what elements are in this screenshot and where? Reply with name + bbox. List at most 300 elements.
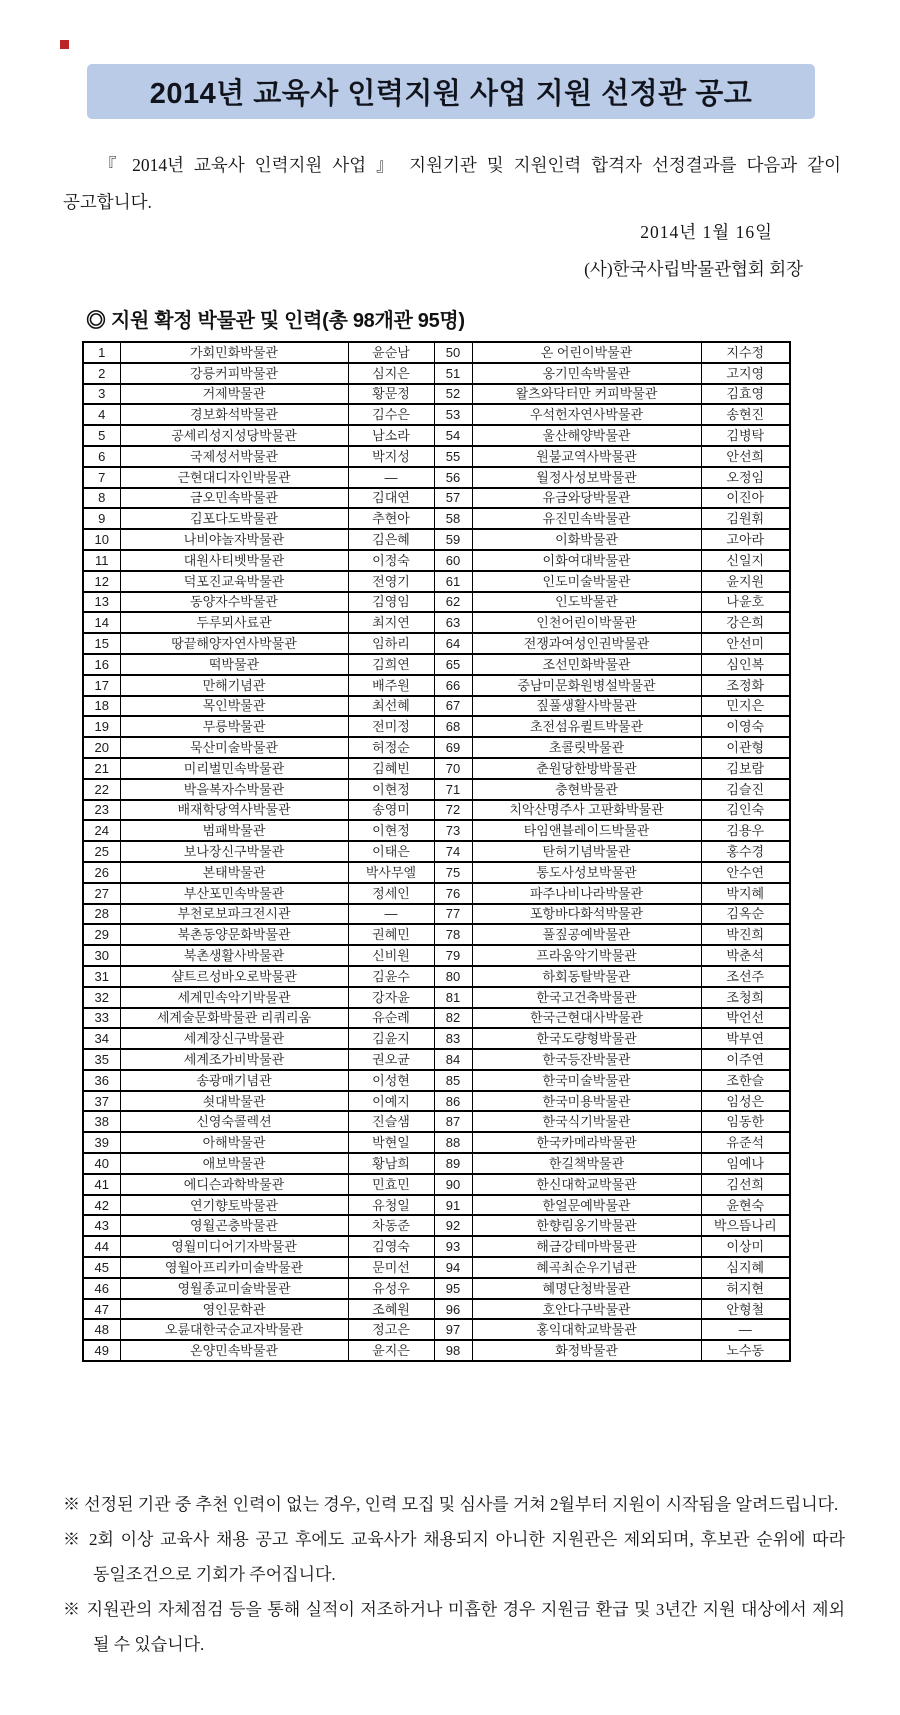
row-number: 27 — [83, 883, 120, 904]
person-name: 나윤호 — [701, 592, 790, 613]
table-row — [83, 675, 790, 696]
museum-name: 보나장신구박물관 — [120, 841, 348, 862]
person-name: 임하리 — [348, 633, 434, 654]
person-name: 진슬샘 — [348, 1111, 434, 1132]
table-row — [83, 342, 790, 363]
person-name: 조정화 — [701, 675, 790, 696]
museum-name: 포항바다화석박물관 — [472, 904, 701, 925]
row-number: 63 — [434, 612, 472, 633]
museum-name: 우석헌자연사박물관 — [472, 404, 701, 425]
person-name: 조한슬 — [701, 1070, 790, 1091]
table-row — [83, 862, 790, 883]
row-number: 9 — [83, 508, 120, 529]
person-name: 황남희 — [348, 1153, 434, 1174]
museum-name: 충현박물관 — [472, 779, 701, 800]
table-row — [83, 1195, 790, 1216]
museum-name: 울산해양박물관 — [472, 425, 701, 446]
row-number: 23 — [83, 800, 120, 821]
table-row — [83, 384, 790, 405]
museum-name: 북촌생활사박물관 — [120, 945, 348, 966]
date-line: 2014년 1월 16일 — [640, 222, 773, 242]
person-name: 고아라 — [701, 529, 790, 550]
table-row — [83, 1070, 790, 1091]
section-heading: ◎ 지원 확정 박물관 및 인력(총 98개관 95명) — [86, 310, 465, 332]
row-number: 50 — [434, 342, 472, 363]
museum-name: 유진민속박물관 — [472, 508, 701, 529]
table-row — [83, 800, 790, 821]
person-name: 조혜원 — [348, 1299, 434, 1320]
person-name: 김옥순 — [701, 904, 790, 925]
row-number: 87 — [434, 1111, 472, 1132]
row-number: 35 — [83, 1049, 120, 1070]
museum-name: 박을복자수박물관 — [120, 779, 348, 800]
row-number: 72 — [434, 800, 472, 821]
museum-name: 이화여대박물관 — [472, 550, 701, 571]
person-name: 김영숙 — [348, 1236, 434, 1257]
row-number: 66 — [434, 675, 472, 696]
note-item: ※ 2회 이상 교육사 채용 공고 후에도 교육사가 채용되지 아니한 지원관은 제외되며, 후보관 순위에 따라 동일조건으로 기회가 주어집니다. — [63, 1530, 845, 1584]
row-number: 71 — [434, 779, 472, 800]
museum-name: 한국고건축박물관 — [472, 987, 701, 1008]
museum-name: 인천어린이박물관 — [472, 612, 701, 633]
row-number: 58 — [434, 508, 472, 529]
person-name: 이영숙 — [701, 716, 790, 737]
museum-name: 연기향토박물관 — [120, 1195, 348, 1216]
museum-name: 국제성서박물관 — [120, 446, 348, 467]
table-row — [83, 1236, 790, 1257]
row-number: 26 — [83, 862, 120, 883]
title-banner — [87, 64, 815, 119]
museum-name: 한국도량형박물관 — [472, 1028, 701, 1049]
row-number: 36 — [83, 1070, 120, 1091]
museum-name: 경보화석박물관 — [120, 404, 348, 425]
row-number: 32 — [83, 987, 120, 1008]
museum-name: 중남미문화원병설박물관 — [472, 675, 701, 696]
person-name: 신비원 — [348, 945, 434, 966]
row-number: 5 — [83, 425, 120, 446]
person-name: 이진아 — [701, 488, 790, 509]
row-number: 42 — [83, 1195, 120, 1216]
table-row — [83, 363, 790, 384]
museum-name: 강릉커피박물관 — [120, 363, 348, 384]
row-number: 83 — [434, 1028, 472, 1049]
row-number: 69 — [434, 737, 472, 758]
person-name: 김수은 — [348, 404, 434, 425]
person-name: 최선혜 — [348, 696, 434, 717]
person-name: 심인복 — [701, 654, 790, 675]
person-name: 배주원 — [348, 675, 434, 696]
museum-name: 미리벌민속박물관 — [120, 758, 348, 779]
museum-name: 세계술문화박물관 리쿼리움 — [120, 1008, 348, 1029]
person-name: 박진희 — [701, 924, 790, 945]
person-name: 이현정 — [348, 820, 434, 841]
row-number: 22 — [83, 779, 120, 800]
museum-name: 신영숙콜렉션 — [120, 1111, 348, 1132]
row-number: 19 — [83, 716, 120, 737]
person-name: 허정순 — [348, 737, 434, 758]
museum-name: 만해기념관 — [120, 675, 348, 696]
museum-table-body — [83, 342, 790, 1361]
row-number: 45 — [83, 1257, 120, 1278]
table-row — [83, 904, 790, 925]
person-name: 유순례 — [348, 1008, 434, 1029]
row-number: 65 — [434, 654, 472, 675]
person-name: 전미정 — [348, 716, 434, 737]
person-name: 유청일 — [348, 1195, 434, 1216]
museum-name: 대원사티벳박물관 — [120, 550, 348, 571]
row-number: 25 — [83, 841, 120, 862]
museum-name: 영월종교미술박물관 — [120, 1278, 348, 1299]
person-name: 김은혜 — [348, 529, 434, 550]
person-name: 권오균 — [348, 1049, 434, 1070]
red-scan-mark — [60, 40, 69, 49]
row-number: 24 — [83, 820, 120, 841]
row-number: 94 — [434, 1257, 472, 1278]
museum-name: 춘원당한방박물관 — [472, 758, 701, 779]
museum-name: 범패박물관 — [120, 820, 348, 841]
table-row — [83, 550, 790, 571]
person-name: 오정임 — [701, 467, 790, 488]
person-name: 윤지원 — [701, 571, 790, 592]
museum-name: 프라움악기박물관 — [472, 945, 701, 966]
signer-line: (사)한국사립박물관협회 회장 — [584, 259, 803, 279]
page-title: 2014년 교육사 인력지원 사업 지원 선정관 공고 — [149, 78, 753, 110]
museum-name: 거제박물관 — [120, 384, 348, 405]
museum-name: 전쟁과여성인권박물관 — [472, 633, 701, 654]
museum-name: 영월미디어기자박물관 — [120, 1236, 348, 1257]
table-row — [83, 1049, 790, 1070]
notes — [63, 1487, 845, 1662]
table-row — [83, 1319, 790, 1340]
row-number: 61 — [434, 571, 472, 592]
museum-name: 에디슨과학박물관 — [120, 1174, 348, 1195]
person-name: 박지혜 — [701, 883, 790, 904]
table-row — [83, 696, 790, 717]
note-item: ※ 선정된 기관 중 추천 인력이 없는 경우, 인력 모집 및 심사를 거쳐 2월부터 지원이 시작됨을 알려드립니다. — [63, 1495, 839, 1514]
person-name: 강은희 — [701, 612, 790, 633]
row-number: 15 — [83, 633, 120, 654]
museum-name: 떡박물관 — [120, 654, 348, 675]
museum-name: 왈츠와닥터만 커피박물관 — [472, 384, 701, 405]
row-number: 59 — [434, 529, 472, 550]
person-name: 김인숙 — [701, 800, 790, 821]
row-number: 95 — [434, 1278, 472, 1299]
row-number: 40 — [83, 1153, 120, 1174]
person-name: 박언선 — [701, 1008, 790, 1029]
table-row — [83, 737, 790, 758]
person-name: 조선주 — [701, 966, 790, 987]
row-number: 33 — [83, 1008, 120, 1029]
person-name: 홍수경 — [701, 841, 790, 862]
row-number: 78 — [434, 924, 472, 945]
person-name: 이예지 — [348, 1091, 434, 1112]
person-name: 김선희 — [701, 1174, 790, 1195]
row-number: 82 — [434, 1008, 472, 1029]
museum-name: 본태박물관 — [120, 862, 348, 883]
person-name: 김용우 — [701, 820, 790, 841]
table-row — [83, 987, 790, 1008]
row-number: 90 — [434, 1174, 472, 1195]
museum-name: 한국식기박물관 — [472, 1111, 701, 1132]
person-name: 김윤지 — [348, 1028, 434, 1049]
table-row — [83, 1153, 790, 1174]
row-number: 75 — [434, 862, 472, 883]
row-number: 91 — [434, 1195, 472, 1216]
row-number: 54 — [434, 425, 472, 446]
museum-name: 세계조가비박물관 — [120, 1049, 348, 1070]
table-row — [83, 1257, 790, 1278]
table-row — [83, 1028, 790, 1049]
museum-name: 애보박물관 — [120, 1153, 348, 1174]
table-row — [83, 883, 790, 904]
museum-name: 공세리성지성당박물관 — [120, 425, 348, 446]
row-number: 73 — [434, 820, 472, 841]
row-number: 2 — [83, 363, 120, 384]
museum-name: 인도미술박물관 — [472, 571, 701, 592]
table-row — [83, 1299, 790, 1320]
person-name: 이관형 — [701, 737, 790, 758]
intro-paragraph: 『 2014년 교육사 인력지원 사업 』 지원기관 및 지원인력 합격자 선정결과를 다음과 같이 공고합니다. — [63, 155, 841, 212]
museum-name: 파주나비나라박물관 — [472, 883, 701, 904]
museum-name: 원불교역사박물관 — [472, 446, 701, 467]
museum-name: 부산포민속박물관 — [120, 883, 348, 904]
person-name: 윤순남 — [348, 342, 434, 363]
table-row — [83, 571, 790, 592]
person-name: 지수정 — [701, 342, 790, 363]
row-number: 89 — [434, 1153, 472, 1174]
person-name: — — [348, 904, 434, 925]
row-number: 64 — [434, 633, 472, 654]
row-number: 70 — [434, 758, 472, 779]
person-name: 윤지은 — [348, 1340, 434, 1361]
museum-name: 한길책박물관 — [472, 1153, 701, 1174]
person-name: 송현진 — [701, 404, 790, 425]
table-row — [83, 1111, 790, 1132]
museum-name: 영인문학관 — [120, 1299, 348, 1320]
museum-name: 덕포진교육박물관 — [120, 571, 348, 592]
table-row — [83, 716, 790, 737]
row-number: 34 — [83, 1028, 120, 1049]
row-number: 29 — [83, 924, 120, 945]
row-number: 1 — [83, 342, 120, 363]
museum-name: 월정사성보박물관 — [472, 467, 701, 488]
row-number: 39 — [83, 1132, 120, 1153]
museum-name: 혜명단청박물관 — [472, 1278, 701, 1299]
person-name: 민효민 — [348, 1174, 434, 1195]
table-row — [83, 592, 790, 613]
row-number: 85 — [434, 1070, 472, 1091]
museum-name: 금오민속박물관 — [120, 488, 348, 509]
museum-name: 아해박물관 — [120, 1132, 348, 1153]
table-row — [83, 404, 790, 425]
person-name: 송영미 — [348, 800, 434, 821]
museum-name: 타임앤블레이드박물관 — [472, 820, 701, 841]
table-row — [83, 1215, 790, 1236]
table-row — [83, 924, 790, 945]
row-number: 84 — [434, 1049, 472, 1070]
museum-name: 가회민화박물관 — [120, 342, 348, 363]
museum-name: 김포다도박물관 — [120, 508, 348, 529]
person-name: 김병탁 — [701, 425, 790, 446]
row-number: 98 — [434, 1340, 472, 1361]
museum-name: 목인박물관 — [120, 696, 348, 717]
museum-name: 송광매기념관 — [120, 1070, 348, 1091]
row-number: 28 — [83, 904, 120, 925]
person-name: 심지은 — [348, 363, 434, 384]
museum-name: 통도사성보박물관 — [472, 862, 701, 883]
museum-name: 풀짚공예박물관 — [472, 924, 701, 945]
table-row — [83, 945, 790, 966]
museum-name: 한국근현대사박물관 — [472, 1008, 701, 1029]
table-row — [83, 966, 790, 987]
museum-name: 탄허기념박물관 — [472, 841, 701, 862]
person-name: 김영임 — [348, 592, 434, 613]
person-name: 임성은 — [701, 1091, 790, 1112]
museum-name: 초콜릿박물관 — [472, 737, 701, 758]
museum-name: 북촌동양문화박물관 — [120, 924, 348, 945]
museum-name: 해금강테마박물관 — [472, 1236, 701, 1257]
museum-name: 근현대디자인박물관 — [120, 467, 348, 488]
person-name: 조청희 — [701, 987, 790, 1008]
row-number: 79 — [434, 945, 472, 966]
museum-name: 이화박물관 — [472, 529, 701, 550]
person-name: 고지영 — [701, 363, 790, 384]
row-number: 8 — [83, 488, 120, 509]
row-number: 37 — [83, 1091, 120, 1112]
person-name: 윤현숙 — [701, 1195, 790, 1216]
museum-name: 오륜대한국순교자박물관 — [120, 1319, 348, 1340]
person-name: 문미선 — [348, 1257, 434, 1278]
row-number: 68 — [434, 716, 472, 737]
person-name: 정고은 — [348, 1319, 434, 1340]
row-number: 12 — [83, 571, 120, 592]
museum-name: 온양민속박물관 — [120, 1340, 348, 1361]
row-number: 88 — [434, 1132, 472, 1153]
person-name: 박지성 — [348, 446, 434, 467]
museum-name: 영월아프리카미술박물관 — [120, 1257, 348, 1278]
person-name: 이태은 — [348, 841, 434, 862]
row-number: 46 — [83, 1278, 120, 1299]
museum-name: 한신대학교박물관 — [472, 1174, 701, 1195]
person-name: 허지현 — [701, 1278, 790, 1299]
row-number: 16 — [83, 654, 120, 675]
row-number: 67 — [434, 696, 472, 717]
museum-name: 혜곡최순우기념관 — [472, 1257, 701, 1278]
person-name: 차동준 — [348, 1215, 434, 1236]
table-row — [83, 508, 790, 529]
museum-name: 한국카메라박물관 — [472, 1132, 701, 1153]
table-row — [83, 1340, 790, 1361]
row-number: 10 — [83, 529, 120, 550]
table-row — [83, 488, 790, 509]
person-name: — — [348, 467, 434, 488]
museum-name: 온 어린이박물관 — [472, 342, 701, 363]
person-name: 노수동 — [701, 1340, 790, 1361]
row-number: 93 — [434, 1236, 472, 1257]
museum-name: 동양자수박물관 — [120, 592, 348, 613]
museum-name: 세계민속악기박물관 — [120, 987, 348, 1008]
table-row — [83, 654, 790, 675]
person-name: 전영기 — [348, 571, 434, 592]
table-row — [83, 467, 790, 488]
museum-name: 옹기민속박물관 — [472, 363, 701, 384]
person-name: 심지혜 — [701, 1257, 790, 1278]
person-name: 김대연 — [348, 488, 434, 509]
person-name: 박현일 — [348, 1132, 434, 1153]
person-name: 이상미 — [701, 1236, 790, 1257]
person-name: 임동한 — [701, 1111, 790, 1132]
person-name: 박으뜸나리 — [701, 1215, 790, 1236]
row-number: 97 — [434, 1319, 472, 1340]
museum-name: 무릉박물관 — [120, 716, 348, 737]
row-number: 76 — [434, 883, 472, 904]
person-name: 추현아 — [348, 508, 434, 529]
row-number: 21 — [83, 758, 120, 779]
person-name: 안형철 — [701, 1299, 790, 1320]
museum-table — [82, 341, 791, 1362]
row-number: 14 — [83, 612, 120, 633]
table-row — [83, 841, 790, 862]
row-number: 92 — [434, 1215, 472, 1236]
person-name: 이현정 — [348, 779, 434, 800]
table-row — [83, 1091, 790, 1112]
person-name: 남소라 — [348, 425, 434, 446]
museum-name: 쇳대박물관 — [120, 1091, 348, 1112]
row-number: 49 — [83, 1340, 120, 1361]
row-number: 4 — [83, 404, 120, 425]
museum-name: 한국미용박물관 — [472, 1091, 701, 1112]
row-number: 55 — [434, 446, 472, 467]
museum-name: 유금와당박물관 — [472, 488, 701, 509]
row-number: 11 — [83, 550, 120, 571]
museum-name: 한국등잔박물관 — [472, 1049, 701, 1070]
museum-name: 조선민화박물관 — [472, 654, 701, 675]
row-number: 57 — [434, 488, 472, 509]
person-name: 박춘석 — [701, 945, 790, 966]
row-number: 38 — [83, 1111, 120, 1132]
row-number: 62 — [434, 592, 472, 613]
table-row — [83, 612, 790, 633]
row-number: 81 — [434, 987, 472, 1008]
table-row — [83, 1278, 790, 1299]
museum-name: 화정박물관 — [472, 1340, 701, 1361]
person-name: 임예나 — [701, 1153, 790, 1174]
person-name: — — [701, 1319, 790, 1340]
museum-name: 나비야놀자박물관 — [120, 529, 348, 550]
person-name: 박사무엘 — [348, 862, 434, 883]
person-name: 이성현 — [348, 1070, 434, 1091]
row-number: 41 — [83, 1174, 120, 1195]
museum-name: 하회동탈박물관 — [472, 966, 701, 987]
row-number: 13 — [83, 592, 120, 613]
person-name: 유준석 — [701, 1132, 790, 1153]
person-name: 이주연 — [701, 1049, 790, 1070]
museum-name: 홍익대학교박물관 — [472, 1319, 701, 1340]
person-name: 김효영 — [701, 384, 790, 405]
person-name: 최지연 — [348, 612, 434, 633]
person-name: 김보람 — [701, 758, 790, 779]
row-number: 60 — [434, 550, 472, 571]
row-number: 20 — [83, 737, 120, 758]
row-number: 47 — [83, 1299, 120, 1320]
person-name: 김희연 — [348, 654, 434, 675]
museum-name: 묵산미술박물관 — [120, 737, 348, 758]
row-number: 17 — [83, 675, 120, 696]
person-name: 김윤수 — [348, 966, 434, 987]
row-number: 3 — [83, 384, 120, 405]
table-row — [83, 758, 790, 779]
museum-name: 두루뫼사료관 — [120, 612, 348, 633]
